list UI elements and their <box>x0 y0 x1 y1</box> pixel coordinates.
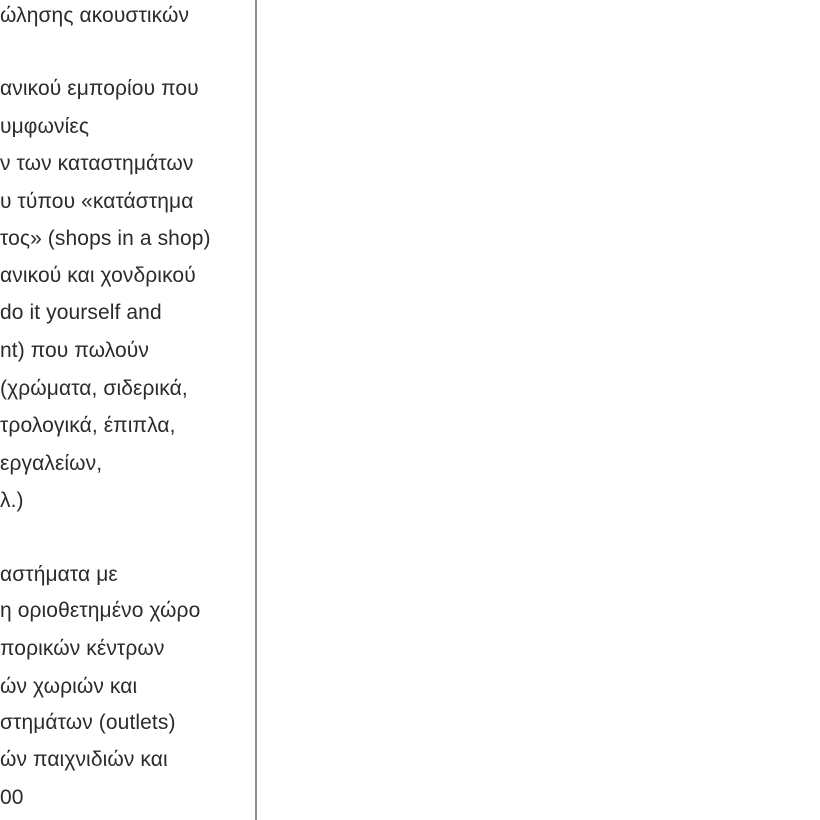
text-line: τος» (shops in a shop) <box>0 227 211 250</box>
text-column <box>0 0 256 820</box>
text-line: ανικού και χονδρικού <box>0 264 196 287</box>
empty-table-column <box>257 0 820 820</box>
text-line: ώλησης ακουστικών <box>0 4 190 27</box>
text-line: αστήματα με <box>0 563 118 586</box>
text-line: do it yourself and <box>0 301 162 324</box>
text-line: ν των καταστημάτων <box>0 152 194 175</box>
text-line: nt) που πωλούν <box>0 339 149 362</box>
text-line: (χρώματα, σιδερικά, <box>0 377 188 400</box>
text-line: υμφωνίες <box>0 115 90 138</box>
text-line: στημάτων (outlets) <box>0 711 176 734</box>
text-line: 00 <box>0 786 24 809</box>
text-line: ών χωριών και <box>0 675 138 698</box>
text-line: ών παιχνιδιών και <box>0 748 168 771</box>
text-line: η οριοθετημένο χώρο <box>0 599 201 622</box>
text-line: λ.) <box>0 489 24 512</box>
text-line: τρολογικά, έπιπλα, <box>0 414 176 437</box>
text-line: υ τύπου «κατάστημα <box>0 190 194 213</box>
text-line: εργαλείων, <box>0 452 103 475</box>
text-line: πορικών κέντρων <box>0 637 165 660</box>
text-line: ανικού εμπορίου που <box>0 77 199 100</box>
